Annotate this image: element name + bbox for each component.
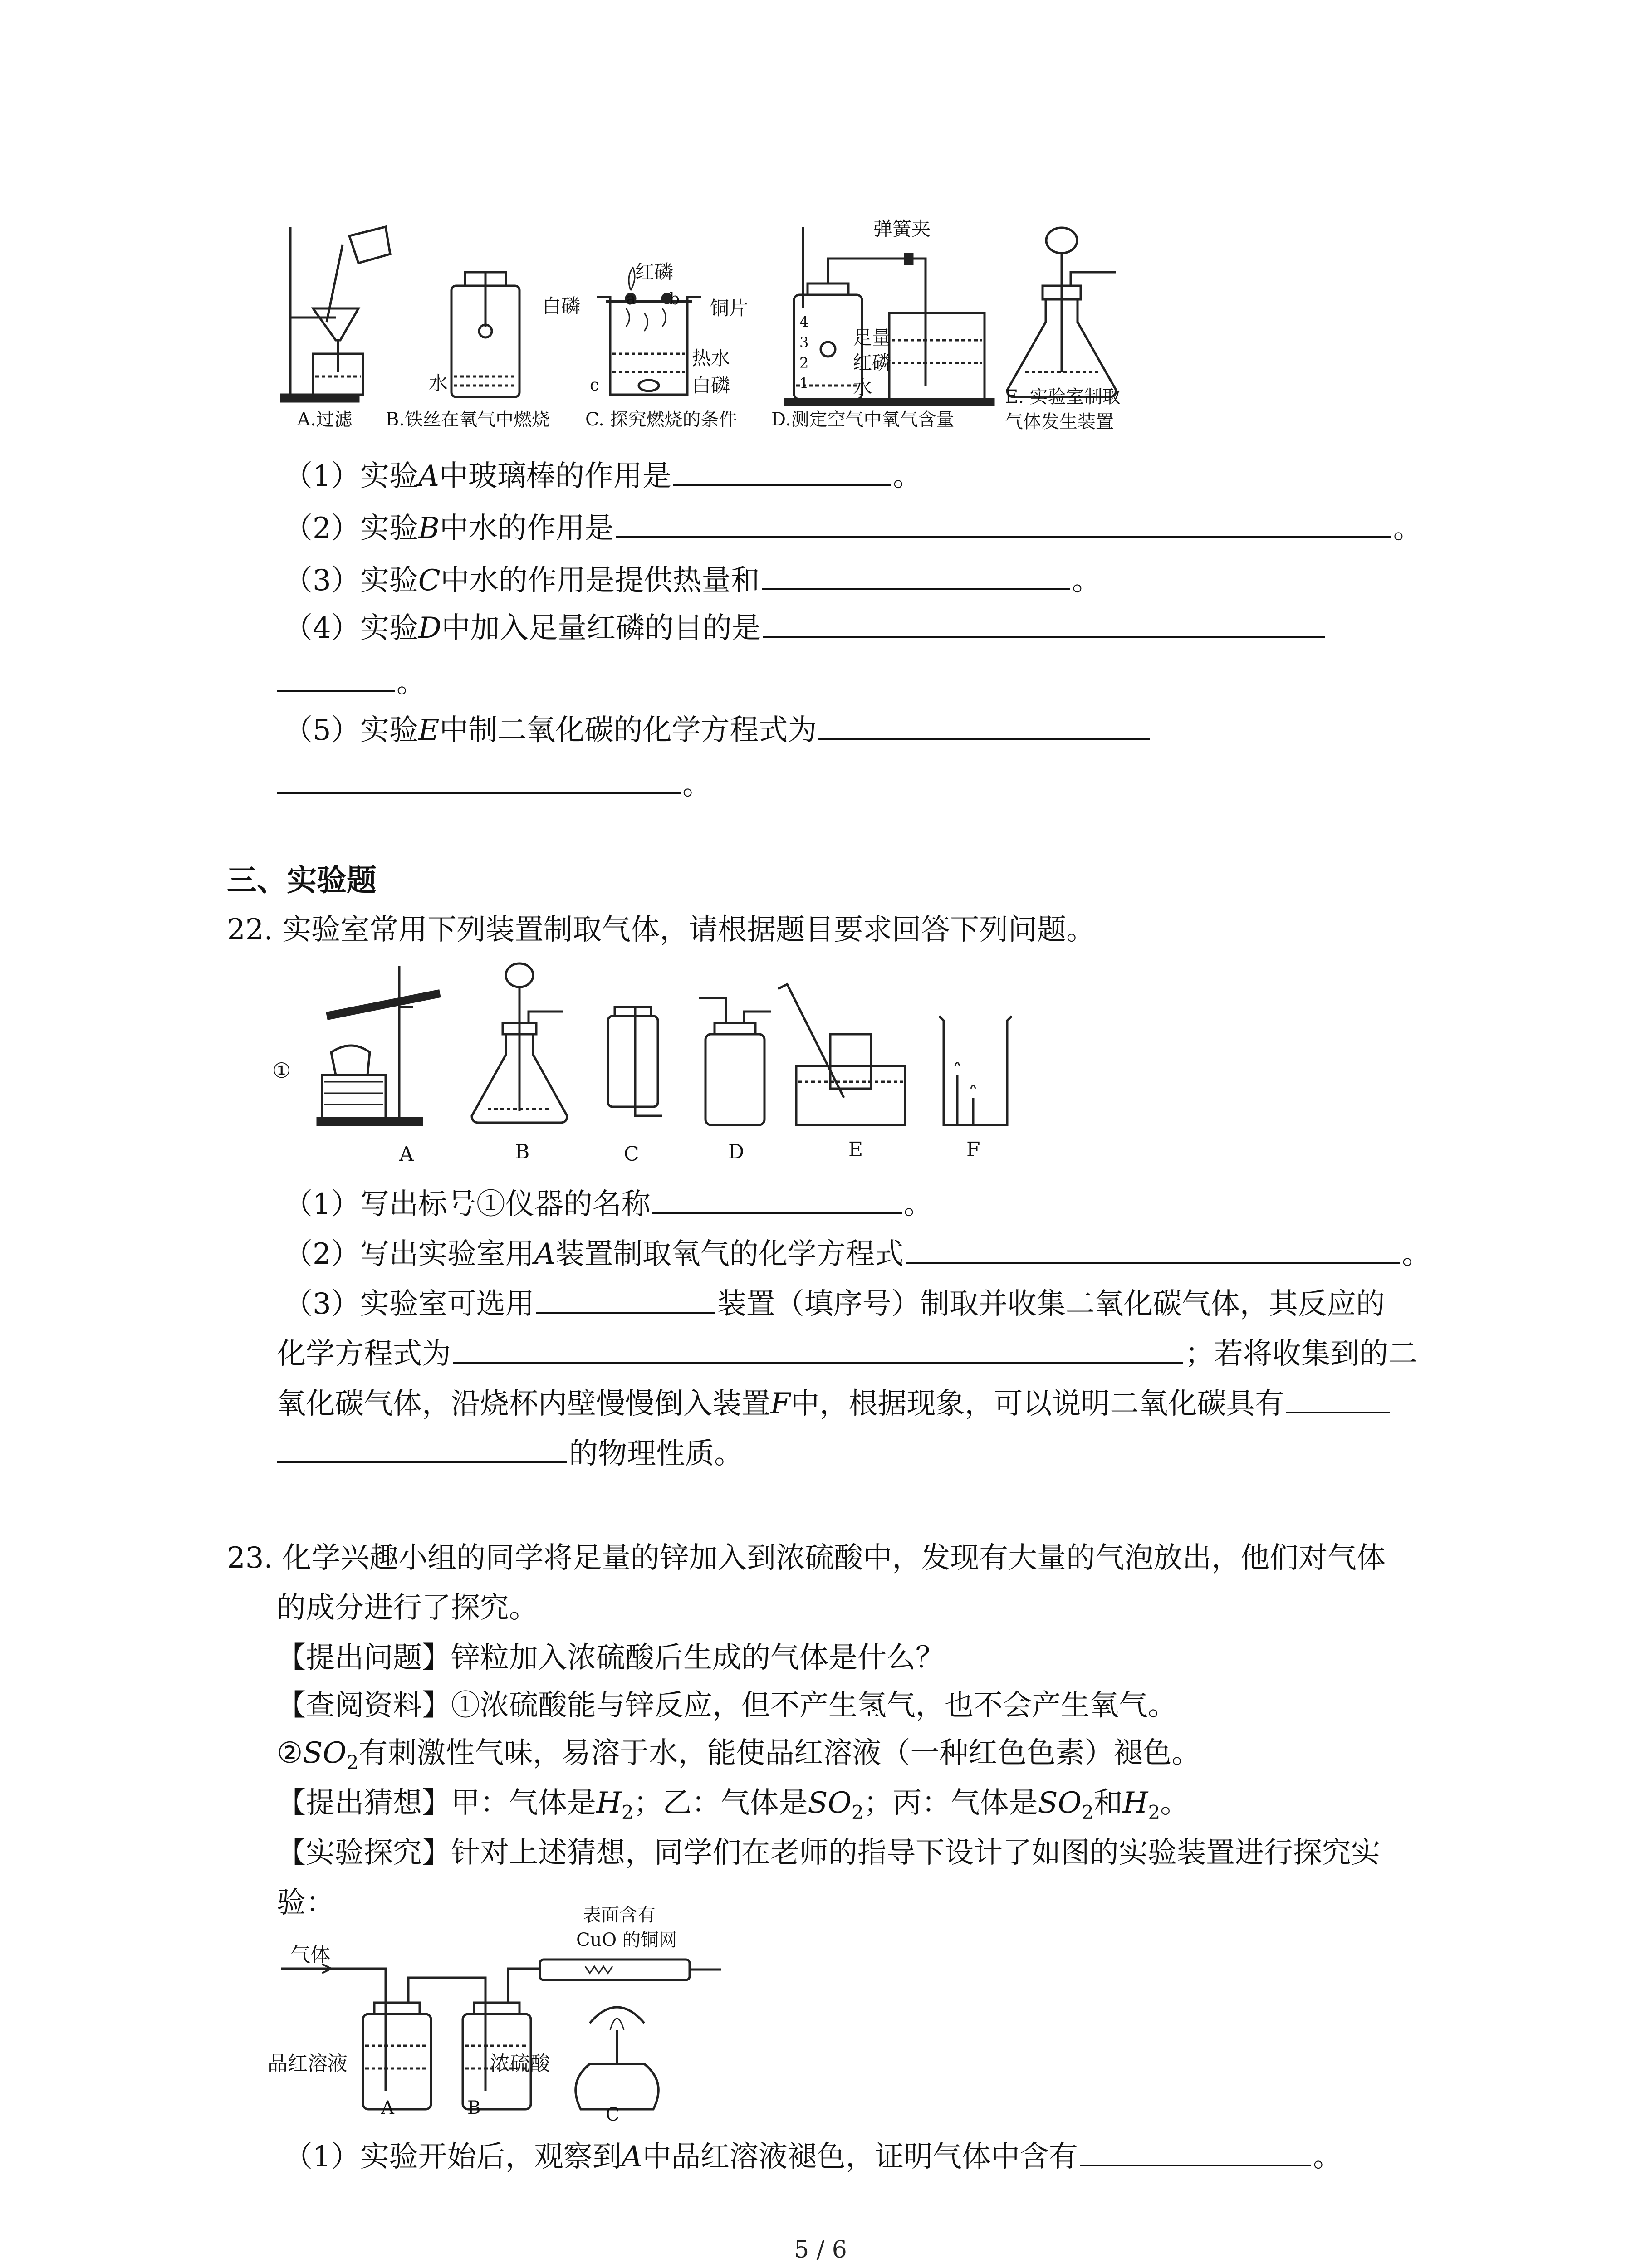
caption-d: D.测定空气中氧气含量	[771, 409, 955, 430]
q23-stem-1: 23. 化学兴趣小组的同学将足量的锌加入到浓硫酸中，发现有大量的气泡放出，他们对气体	[227, 1541, 1386, 1575]
q22-line-2: （2）写出实验室用A装置制取氧气的化学方程式 。	[284, 1234, 1431, 1275]
apparatus-q22-d	[699, 998, 771, 1125]
fig3-label-c: C	[606, 2104, 620, 2125]
q23-line-1: （1）实验开始后，观察到A中品红溶液褪色，证明气体中含有 。	[284, 2136, 1342, 2177]
q22-line-3b: 化学方程式为 ；若将收集到的二	[277, 1334, 1417, 1374]
answer-blank-q22-1[interactable]	[652, 1185, 902, 1214]
apparatus-b-iron-burning	[451, 272, 519, 397]
q21-line-2: （2）实验B中水的作用是 。	[284, 508, 1422, 549]
q21-line-1: （1）实验A中玻璃棒的作用是 。	[284, 456, 922, 497]
q22-line-3c: 氧化碳气体，沿烧杯内壁慢慢倒入装置F中，根据现象，可以说明二氧化碳具有	[277, 1383, 1392, 1424]
fig2-label-c: C	[624, 1143, 639, 1166]
label-red-phosphorus-d: 红磷	[853, 352, 892, 374]
q22-line-3d: 的物理性质。	[277, 1433, 743, 1474]
wash-bottle-a	[331, 1969, 463, 2109]
q23-explore-1: 【实验探究】针对上述猜想，同学们在老师的指导下设计了如图的实验装置进行探究实	[277, 1836, 1380, 1870]
answer-blank-q21-1[interactable]	[673, 457, 891, 486]
apparatus-c-combustion	[597, 268, 701, 395]
fig2-label-f: F	[966, 1138, 980, 1161]
answer-blank-q22-3c[interactable]	[1286, 1384, 1390, 1413]
fig2-label-a: A	[399, 1143, 414, 1166]
label-white-phosphorus-left: 白磷	[542, 295, 581, 317]
q21-line-3: （3）实验C中水的作用是提供热量和 。	[284, 560, 1101, 601]
label-water-d: 水	[853, 376, 872, 399]
answer-blank-q23-1[interactable]	[1080, 2137, 1311, 2166]
label-copper-sheet: 铜片	[710, 297, 749, 319]
page-number: 5 / 6	[794, 2236, 847, 2263]
label-spring-clip: 弹簧夹	[873, 218, 931, 240]
figure-q23-apparatus	[272, 1932, 726, 2123]
apparatus-a-filtration	[281, 227, 390, 401]
apparatus-d-oxygen-content	[785, 227, 994, 405]
answer-blank-q22-3b[interactable]	[453, 1334, 1183, 1364]
q23-question: 【提出问题】锌粒加入浓硫酸后生成的气体是什么？	[277, 1641, 945, 1675]
wash-bottle-b	[463, 1969, 540, 2109]
caption-e-2: 气体发生装置	[1005, 411, 1114, 432]
answer-blank-q21-3[interactable]	[762, 561, 1070, 590]
apparatus-q22-e	[778, 984, 905, 1125]
q23-info-1: 【查阅资料】①浓硫酸能与锌反应，但不产生氢气，也不会产生氧气。	[277, 1689, 1177, 1722]
q23-stem-2: 的成分进行了探究。	[277, 1591, 538, 1625]
scale-4: 4	[799, 313, 809, 331]
answer-blank-q22-3a[interactable]	[536, 1285, 715, 1314]
apparatus-q22-f	[939, 1016, 1012, 1125]
fig3-label-top-1: 表面含有	[583, 1905, 656, 1926]
label-white-phosphorus-bottom: 白磷	[692, 374, 730, 396]
scale-3: 3	[799, 334, 809, 351]
answer-blank-q21-4b[interactable]	[277, 663, 395, 692]
apparatus-q22-b	[472, 963, 567, 1123]
answer-blank-q22-2[interactable]	[906, 1235, 1400, 1264]
q23-info-2: $②SO_2$有刺激性气味，易溶于水，能使品红溶液（一种红色色素）褪色。	[277, 1736, 1201, 1774]
answer-blank-q22-3d[interactable]	[277, 1434, 567, 1463]
label-a: a	[626, 290, 636, 308]
section-heading: 三、实验题	[227, 862, 377, 898]
caption-c: C. 探究燃烧的条件	[585, 409, 737, 430]
caption-e-1: E. 实验室制取	[1005, 386, 1121, 407]
apparatus-q22-a	[318, 966, 440, 1125]
caption-a: A.过滤	[297, 409, 353, 430]
fig3-label-top-2: CuO 的铜网	[576, 1930, 677, 1950]
answer-blank-q21-5b[interactable]	[277, 765, 681, 794]
q22-line-3a: （3）实验室可选用 装置（填序号）制取并收集二氧化碳气体，其反应的	[284, 1284, 1385, 1325]
q21-line-4: （4）实验D中加入足量红磷的目的是	[284, 608, 1327, 649]
q21-line-5: （5）实验E中制二氧化碳的化学方程式为	[284, 710, 1151, 751]
fig2-label-e: E	[848, 1138, 863, 1161]
scale-1: 1	[799, 375, 809, 392]
label-hot-water: 热水	[692, 347, 730, 369]
marker-circle-1: ①	[272, 1058, 291, 1083]
label-c: c	[590, 376, 599, 395]
q23-explore-2: 验：	[277, 1886, 335, 1920]
label-enough: 足量	[853, 327, 892, 349]
label-b: b	[669, 290, 680, 308]
q23-hypotheses: 【提出猜想】甲：气体是$H_2$；乙：气体是$SO_2$；丙：气体是$SO_2$和$H_2$。	[277, 1786, 1190, 1823]
q22-line-1: （1）写出标号①仪器的名称 。	[284, 1184, 933, 1225]
fig3-label-pinhong: 品红溶液	[268, 2052, 348, 2075]
apparatus-e-gas-generator	[1007, 228, 1116, 397]
answer-blank-q21-5a[interactable]	[818, 711, 1150, 740]
q21-line-5-cont: 。	[277, 764, 711, 805]
fig2-label-d: D	[728, 1140, 745, 1163]
q22-stem: 22. 实验室常用下列装置制取气体，请根据题目要求回答下列问题。	[227, 913, 1096, 947]
fig3-label-b: B	[467, 2097, 481, 2118]
fig2-label-b: B	[515, 1140, 530, 1163]
caption-b: B.铁丝在氧气中燃烧	[386, 409, 550, 430]
scale-2: 2	[799, 354, 809, 371]
answer-blank-q21-2[interactable]	[616, 509, 1391, 538]
label-red-phosphorus: 红磷	[635, 261, 674, 283]
answer-blank-q21-4a[interactable]	[763, 609, 1325, 638]
label-water-b: 水	[429, 372, 448, 394]
figure-q22-apparatus	[272, 962, 1043, 1175]
apparatus-q22-c	[608, 1007, 662, 1116]
fig3-label-acid: 浓硫酸	[490, 2052, 550, 2075]
combustion-tube-c	[540, 1960, 721, 2109]
q21-line-4-cont: 。	[277, 662, 426, 703]
fig3-label-gas: 气体	[290, 1943, 330, 1966]
fig3-label-a: A	[381, 2097, 394, 2118]
